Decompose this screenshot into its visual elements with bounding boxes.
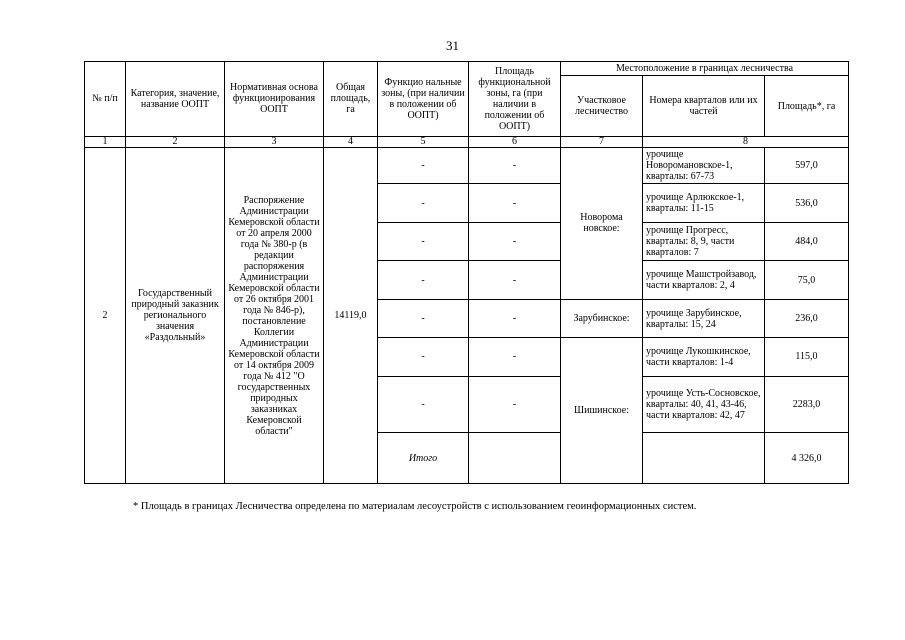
zone-cell: - [378,222,469,260]
column-number: 3 [225,136,324,147]
quarters-cell: урочище Лукошкинское, части кварталов: 1-4 [643,338,765,376]
zone-cell: - [378,261,469,299]
zone-area-cell: - [469,184,561,222]
header-location-group: Местоположение в границах лесничества [561,62,849,76]
zone-cell: - [378,376,469,433]
record-number: 2 [85,148,126,484]
quarters-cell: урочище Прогресс, кварталы: 8, 9, части кварталов: 7 [643,222,765,260]
column-number: 1 [85,136,126,147]
total-label: Итого [378,433,469,484]
forestry-cell: Шишинское: [561,338,643,484]
zone-cell: - [378,299,469,337]
header-total-area: Общая площадь, га [324,62,378,137]
quarters-cell: урочище Усть-Сосновское, кварталы: 40, 41, 43-46, части кварталов: 42, 47 [643,376,765,433]
header-number: № п/п [85,62,126,137]
column-number: 5 [378,136,469,147]
zone-cell: - [378,184,469,222]
header-zone-area: Площадь функциональной зоны, га (при наличии в положении об ООПТ) [469,62,561,137]
zone-area-cell: - [469,338,561,376]
area-cell: 597,0 [765,148,849,184]
column-number: 7 [561,136,643,147]
column-number: 6 [469,136,561,147]
header-area: Площадь*, га [765,76,849,137]
header-functional-zones: Функцио нальные зоны, (при наличии в положении об ООПТ) [378,62,469,137]
column-number: 2 [126,136,225,147]
zone-area-cell: - [469,299,561,337]
area-cell: 536,0 [765,184,849,222]
zone-area-cell: - [469,376,561,433]
area-cell: 75,0 [765,261,849,299]
zone-area-cell: - [469,148,561,184]
empty-cell [643,433,765,484]
oopt-table [84,61,849,484]
area-cell: 236,0 [765,299,849,337]
header-normative-basis: Нормативная основа функционирования ООПТ [225,62,324,137]
area-cell: 115,0 [765,338,849,376]
zone-area-cell: - [469,222,561,260]
area-cell: 2283,0 [765,376,849,433]
header-category: Категория, значение, название ООПТ [126,62,225,137]
zone-cell: - [378,148,469,184]
forestry-cell: Зарубинское: [561,299,643,337]
footnote: * Площадь в границах Лесничества определена по материалам лесоустройств с использованием геоинформационных систем. [133,501,697,512]
record-category: Государственный природный заказник регионального значения «Раздольный» [126,148,225,484]
column-number-row [85,136,849,147]
zone-cell: - [378,338,469,376]
quarters-cell: урочище Машстройзавод, части кварталов: 2, 4 [643,261,765,299]
quarters-cell: урочище Новоромановское-1, кварталы: 67-73 [643,148,765,184]
header-forestry: Участковое лесничество [561,76,643,137]
forestry-cell: Новорома новское: [561,148,643,300]
quarters-cell: урочище Зарубинское, кварталы: 15, 24 [643,299,765,337]
quarters-cell: урочище Арлюкское-1, кварталы: 11-15 [643,184,765,222]
record-total-area: 14119,0 [324,148,378,484]
record-normative-basis: Распоряжение Администрации Кемеровской области от 20 апреля 2000 года № 380-р (в редакции распоряжения Администрации Кемеровской области от 26 октября 2001 года № 846-р), постановление Коллегии Администрации Кемеровской области от 14 октября 2009 года № 412 "О государственных природных заказниках Кемеровской области" [225,148,324,484]
table-row [85,148,849,184]
zone-area-cell: - [469,261,561,299]
empty-cell [469,433,561,484]
header-quarters: Номера кварталов или их частей [643,76,765,137]
total-value: 4 326,0 [765,433,849,484]
area-cell: 484,0 [765,222,849,260]
page-number: 31 [446,38,459,53]
column-number: 4 [324,136,378,147]
column-number: 8 [643,136,849,147]
